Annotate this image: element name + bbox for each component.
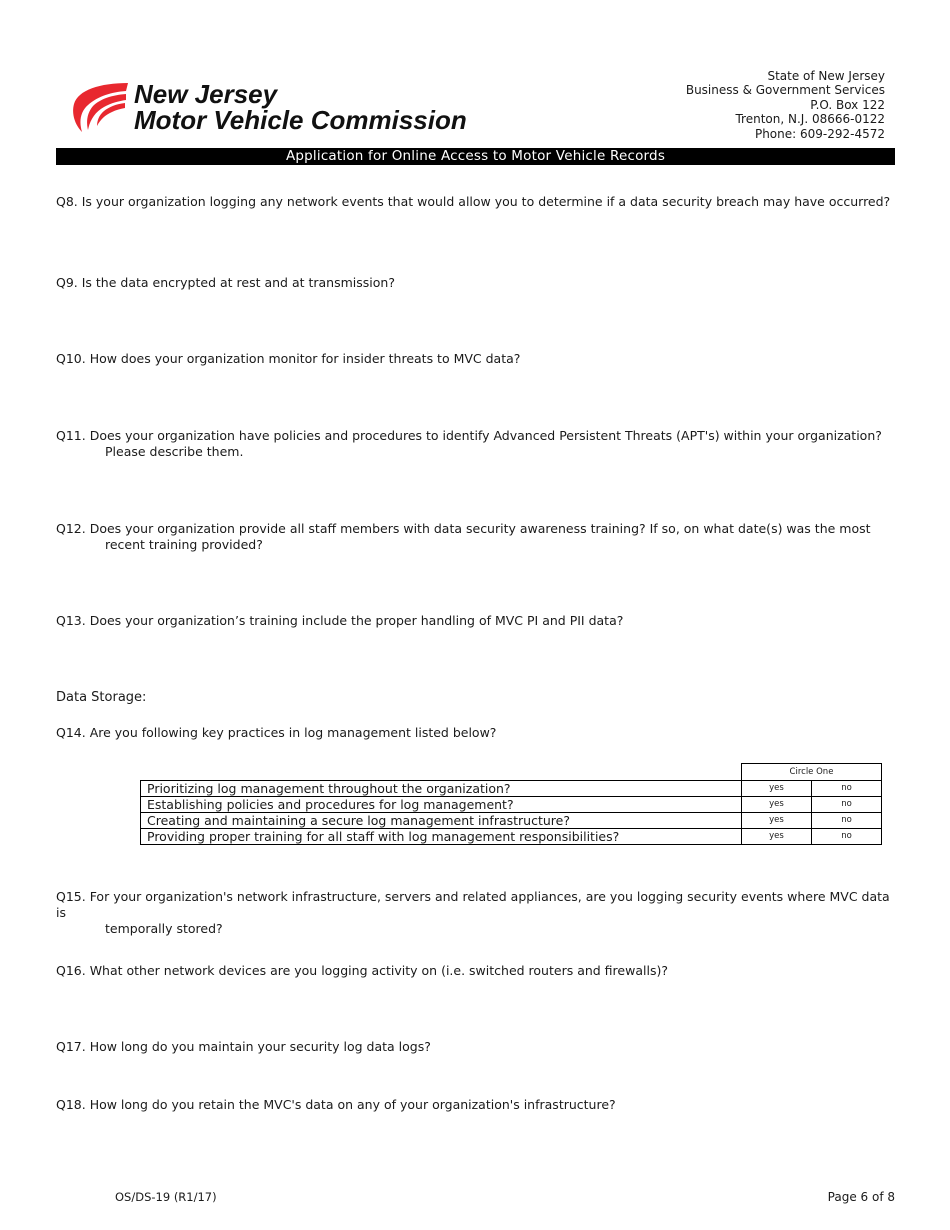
question-q14: Q14. Are you following key practices in log management listed below? [56,725,497,740]
circle-one-header: Circle One [742,764,882,781]
question-q10: Q10. How does your organization monitor for insider threats to MVC data? [56,351,521,366]
log-management-table [140,763,882,845]
question-q12 [56,521,896,553]
no-option[interactable]: no [812,829,882,845]
practice-label: Prioritizing log management throughout the organization? [141,781,742,797]
table-header-spacer [141,764,742,781]
question-q9: Q9. Is the data encrypted at rest and at transmission? [56,275,395,290]
question-q17: Q17. How long do you maintain your security log data logs? [56,1039,431,1054]
yes-option[interactable]: yes [742,829,812,845]
no-option[interactable]: no [812,797,882,813]
yes-option[interactable]: yes [742,797,812,813]
form-title-bar: Application for Online Access to Motor Vehicle Records [56,148,895,165]
question-q11 [56,428,896,460]
section-data-storage: Data Storage: [56,690,147,705]
swoosh-logo-icon [70,80,130,136]
yes-option[interactable]: yes [742,781,812,797]
page-number: Page 6 of 8 [827,1190,895,1204]
question-q12-line1: Q12. Does your organization provide all staff members with data security awareness training? If so, on what date(s) was the most [56,521,871,536]
question-q15 [56,889,896,937]
logo-text-line1: New Jersey [134,79,278,109]
question-q8: Q8. Is your organization logging any network events that would allow you to determine if a data security breach may have occurred? [56,194,891,209]
table-row [141,813,882,829]
question-q15-line1: Q15. For your organization's network infrastructure, servers and related appliances, are you logging security events where MVC data is [56,889,890,920]
address-line: State of New Jersey [767,69,885,83]
question-q18: Q18. How long do you retain the MVC's data on any of your organization's infrastructure? [56,1097,616,1112]
table-header-row [141,764,882,781]
question-q16: Q16. What other network devices are you logging activity on (i.e. switched routers and firewalls)? [56,963,668,978]
question-q11-line1: Q11. Does your organization have policies and procedures to identify Advanced Persistent Threats (APT's) within your organization? [56,428,882,443]
yes-option[interactable]: yes [742,813,812,829]
question-q13: Q13. Does your organization’s training include the proper handling of MVC PI and PII data? [56,613,624,628]
practice-label: Providing proper training for all staff with log management responsibilities? [141,829,742,845]
practice-label: Establishing policies and procedures for log management? [141,797,742,813]
question-q12-line2: recent training provided? [105,537,263,552]
practice-label: Creating and maintaining a secure log management infrastructure? [141,813,742,829]
table-row [141,797,882,813]
no-option[interactable]: no [812,813,882,829]
nj-mvc-logo [70,80,500,136]
address-line: Phone: 609-292-4572 [754,126,885,141]
question-q15-line2: temporally stored? [105,921,223,936]
form-code: OS/DS-19 (R1/17) [115,1190,217,1204]
table-row [141,781,882,797]
table-row [141,829,882,845]
address-line: Trenton, N.J. 08666-0122 [735,112,885,127]
logo-text-line2: Motor Vehicle Commission [134,105,467,135]
address-line: Business & Government Services [685,83,885,98]
address-line: P.O. Box 122 [810,97,885,112]
no-option[interactable]: no [812,781,882,797]
address-block [686,69,885,141]
question-q11-line2: Please describe them. [105,444,244,459]
